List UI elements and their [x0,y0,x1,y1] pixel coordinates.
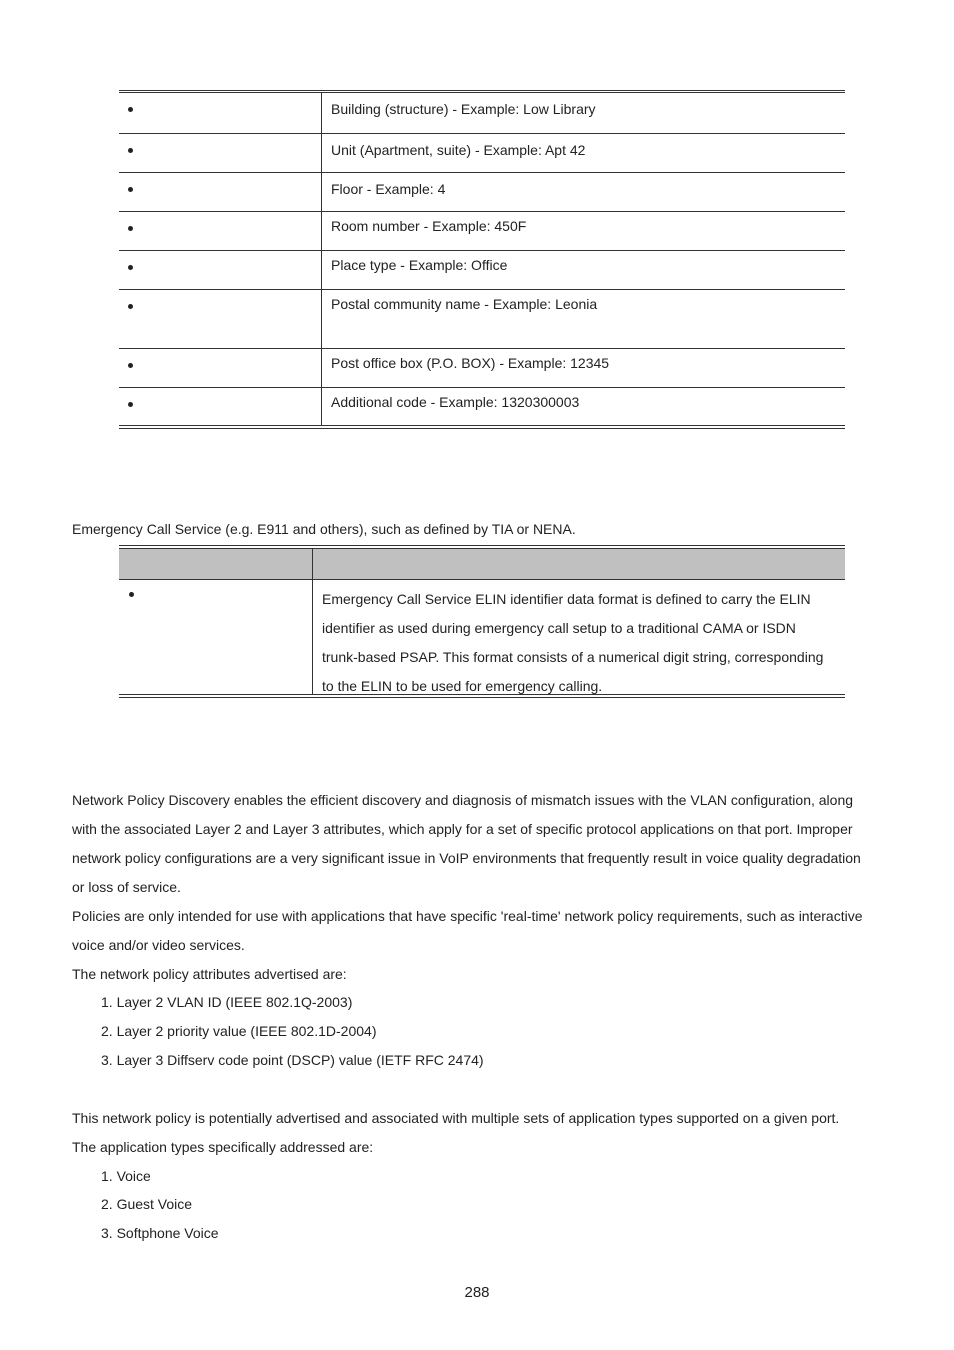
attrs-intro: The network policy attributes advertised are: [72,966,347,982]
table-row [119,250,845,289]
row-text: Building (structure) - Example: Low Library [331,101,596,117]
bullet-icon [128,187,133,192]
bullet-icon [128,148,133,153]
list-item: 1. Layer 2 VLAN ID (IEEE 802.1Q-2003) [101,994,353,1010]
table2-body-row [119,580,845,694]
bullet-icon [128,402,133,407]
row-text: Postal community name - Example: Leonia [331,295,598,312]
policy-para1-line: or loss of service. [72,879,181,895]
table-row [119,172,845,211]
elin-description [322,585,823,701]
policy-para3: This network policy is potentially advertised and associated with multiple sets of application types supported on a given port. [72,1110,840,1126]
page-number: 288 [464,1284,490,1301]
bullet-icon [128,107,133,112]
row-text: Post office box (P.O. BOX) - Example: 12345 [331,354,610,371]
table-row [119,211,845,250]
table-row [119,289,845,348]
description-line: identifier as used during emergency call setup to a traditional CAMA or ISDN [322,620,796,636]
table-row [119,133,845,172]
column-divider [312,580,313,694]
table1-bottom-rule [119,425,845,429]
row-text: Place type - Example: Office [331,256,508,273]
description-line: trunk-based PSAP. This format consists of a numerical digit string, corresponding [322,649,824,665]
list-item: 3. Softphone Voice [101,1225,219,1241]
table-row [119,93,845,133]
bullet-icon [128,265,133,270]
table2-header-row [119,549,845,580]
apps-intro: The application types specifically addressed are: [72,1139,374,1155]
bullet-icon [128,304,133,309]
table-row [119,348,845,387]
row-text: Unit (Apartment, suite) - Example: Apt 42 [331,141,586,158]
description-line: to the ELIN to be used for emergency calling. [322,678,603,694]
list-item: 1. Voice [101,1168,151,1184]
list-item: 2. Guest Voice [101,1196,193,1212]
row-text: Additional code - Example: 1320300003 [331,393,580,410]
row-text: Floor - Example: 4 [331,180,446,197]
row-text: Room number - Example: 450F [331,217,527,234]
bullet-icon [128,363,133,368]
list-item: 3. Layer 3 Diffserv code point (DSCP) value (IETF RFC 2474) [101,1052,484,1068]
policy-para1-line: with the associated Layer 2 and Layer 3 attributes, which apply for a set of specific protocol applications on that port. Improper [72,821,853,837]
bullet-icon [128,226,133,231]
table2-bottom-rule [119,694,845,698]
policy-para1-line: network policy configurations are a very significant issue in VoIP environments that frequently result in voice quality degradation [72,850,861,866]
policy-para1-line: Network Policy Discovery enables the efficient discovery and diagnosis of mismatch issues with the VLAN configuration, along [72,792,854,808]
table-row [119,387,845,426]
civic-address-table [119,93,845,426]
column-divider [312,549,313,579]
policy-para2-line: Policies are only intended for use with applications that have specific 'real-time' network policy requirements, such as interactive [72,908,863,924]
ecs-intro-text: Emergency Call Service (e.g. E911 and others), such as defined by TIA or NENA. [72,521,576,537]
policy-para2-line: voice and/or video services. [72,937,245,953]
description-line: Emergency Call Service ELIN identifier data format is defined to carry the ELIN [322,591,811,607]
bullet-icon [129,592,134,597]
list-item: 2. Layer 2 priority value (IEEE 802.1D-2004) [101,1023,377,1039]
